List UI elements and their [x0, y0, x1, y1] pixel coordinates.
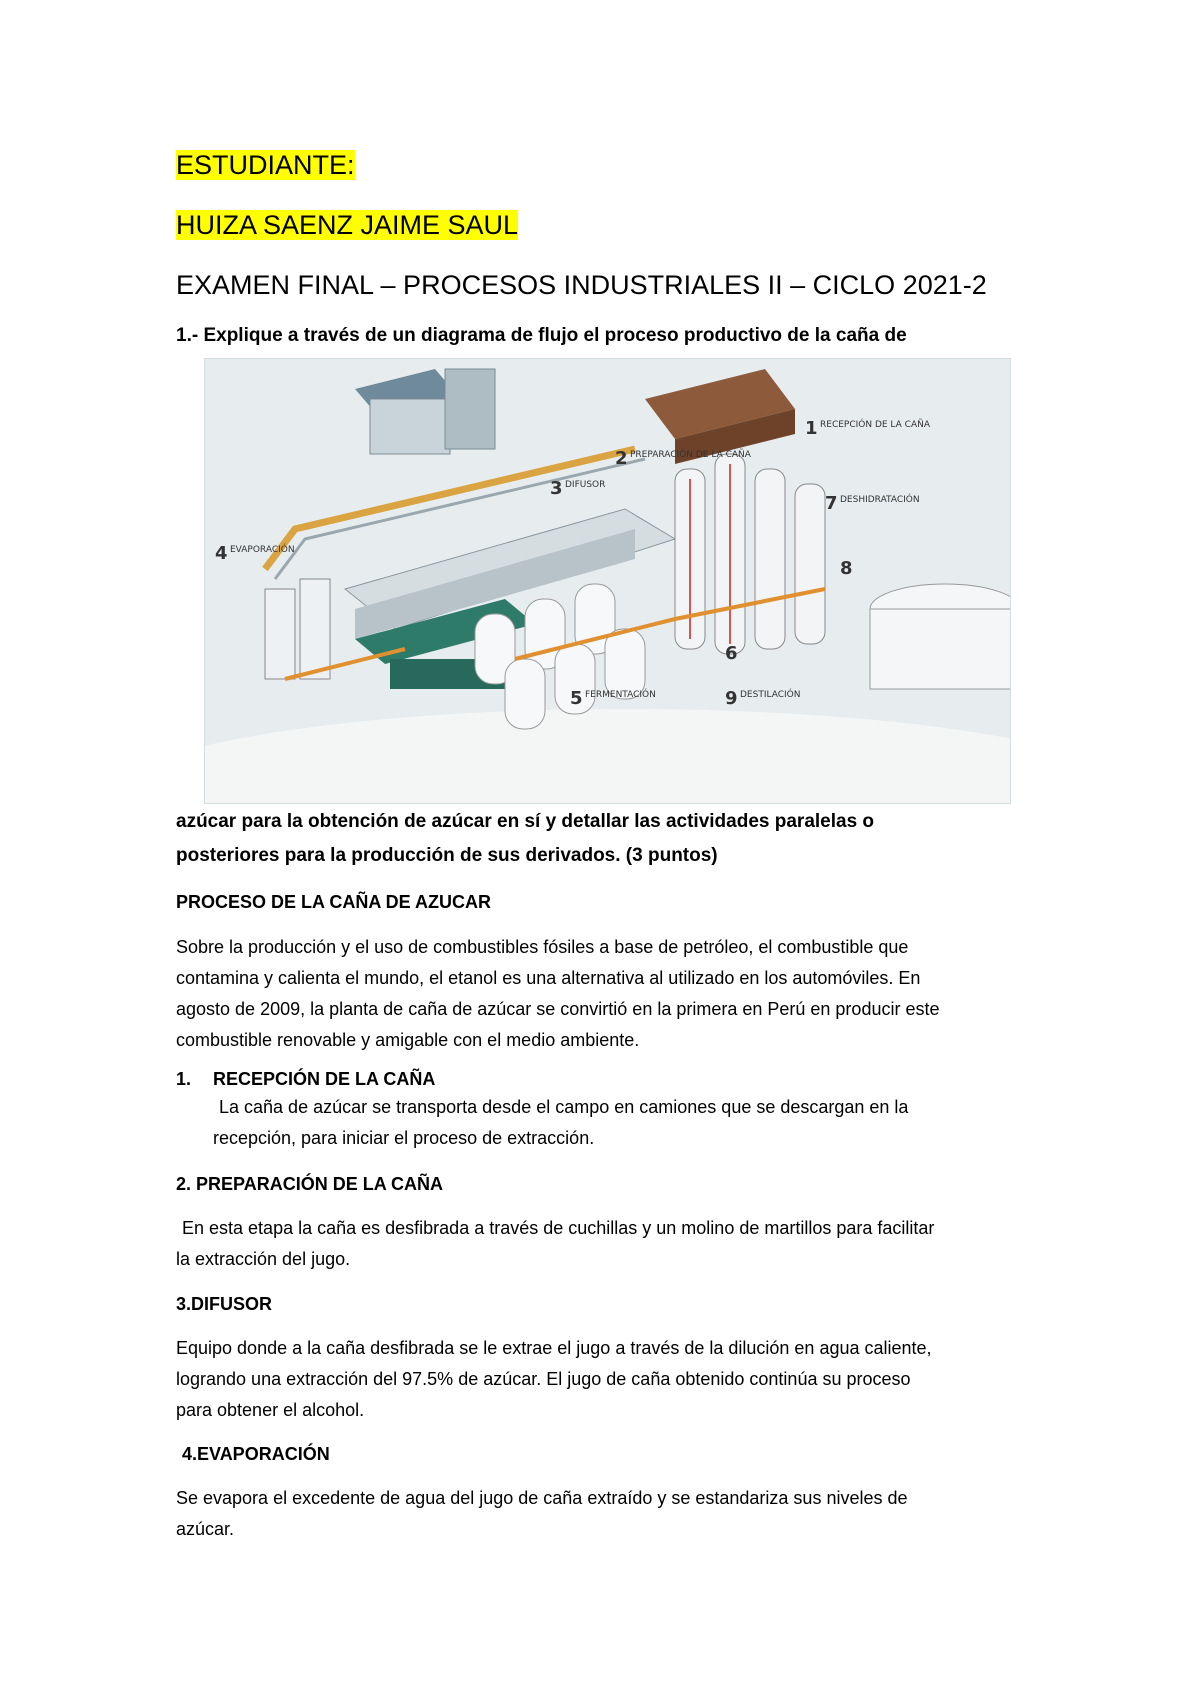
svg-text:EVAPORACIÓN: EVAPORACIÓN: [230, 545, 295, 555]
student-name: HUIZA SAENZ JAIME SAUL: [176, 210, 519, 240]
question-line-3: posteriores para la producción de sus derivados. (3 puntos): [176, 845, 718, 866]
sugarcane-plant-illustration: [204, 358, 1011, 804]
step-1-number: 1.: [176, 1069, 192, 1089]
svg-text:7: 7: [825, 493, 838, 514]
svg-text:DIFUSOR: DIFUSOR: [565, 480, 606, 490]
step-1-title: RECEPCIÓN DE LA CAÑA: [213, 1069, 436, 1089]
step-4-text: Se evapora el excedente de agua del jugo de caña extraído y se estandariza sus niveles de azúcar.: [176, 1488, 908, 1539]
svg-text:DESHIDRATACIÓN: DESHIDRATACIÓN: [840, 495, 920, 505]
exam-title: EXAMEN FINAL – PROCESOS INDUSTRIALES II – CICLO 2021-2: [176, 270, 987, 300]
svg-text:4: 4: [215, 543, 228, 564]
step-2-text: En esta etapa la caña es desfibrada a través de cuchillas y un molino de martillos para facilitar la extracción del jugo.: [176, 1218, 935, 1269]
step-4-title: 4.EVAPORACIÓN: [182, 1444, 330, 1464]
step-3-title: 3.DIFUSOR: [176, 1294, 273, 1314]
svg-text:DESTILACIÓN: DESTILACIÓN: [740, 690, 801, 700]
svg-text:3: 3: [550, 478, 563, 499]
student-label: ESTUDIANTE:: [176, 150, 355, 180]
svg-text:6: 6: [725, 643, 738, 664]
section-title: PROCESO DE LA CAÑA DE AZUCAR: [176, 892, 492, 912]
storage-tank-icon: [870, 584, 1010, 689]
svg-text:5: 5: [570, 688, 583, 709]
svg-text:FERMENTACIÓN: FERMENTACIÓN: [585, 690, 656, 700]
svg-text:PREPARACIÓN DE LA CAÑA: PREPARACIÓN DE LA CAÑA: [630, 450, 751, 460]
step-1-text: La caña de azúcar se transporta desde el campo en camiones que se descargan en la recepción, para iniciar el proceso de extracción.: [213, 1097, 909, 1148]
intro-paragraph: Sobre la producción y el uso de combustibles fósiles a base de petróleo, el combustible que contamina y calienta el mundo, el etanol es una alternativa al utilizado en los automóviles. En agosto de 2009, la planta de caña de azúcar se convirtió en la primera en Perú en producir este combustible renovable y amigable con el medio ambiente.: [176, 937, 940, 1050]
question-line-2: azúcar para la obtención de azúcar en sí y detallar las actividades paralelas o: [176, 811, 875, 832]
step-3-text: Equipo donde a la caña desfibrada se le extrae el jugo a través de la dilución en agua caliente, logrando una extracción del 97.5% de azúcar. El jugo de caña obtenido continúa su proceso para obtener el alcohol.: [176, 1338, 932, 1420]
svg-text:1: 1: [805, 418, 818, 439]
svg-text:2: 2: [615, 448, 628, 469]
step-2-title: 2. PREPARACIÓN DE LA CAÑA: [176, 1174, 444, 1194]
question-line-1: 1.- Explique a través de un diagrama de flujo el proceso productivo de la caña de: [176, 325, 907, 346]
svg-text:8: 8: [840, 558, 853, 579]
svg-text:RECEPCIÓN DE LA CAÑA: RECEPCIÓN DE LA CAÑA: [820, 420, 930, 430]
svg-text:9: 9: [725, 688, 738, 709]
